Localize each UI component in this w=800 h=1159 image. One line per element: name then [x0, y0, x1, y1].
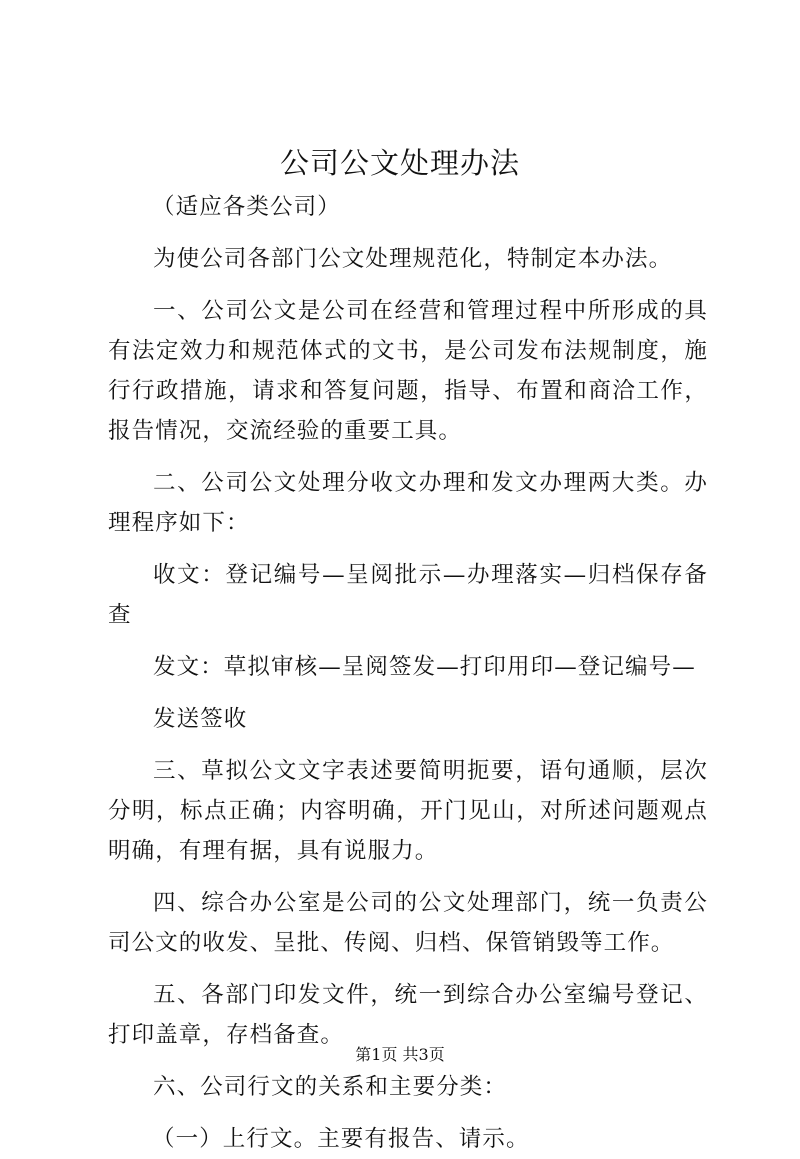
paragraph-section-5: 五、各部门印发文件，统一到综合办公室编号登记、打印盖章，存档备查。	[108, 982, 708, 1048]
paragraph-section-3: 三、草拟公文文字表述要简明扼要，语句通顺，层次分明，标点正确；内容明确，开门见山，对所述问题观点明确，有理有据，具有说服力。	[108, 758, 708, 864]
paragraph-send-flow: 发文：草拟审核—呈阅签发—打印用印—登记编号—	[153, 654, 696, 680]
paragraph-intro: 为使公司各部门公文处理规范化，特制定本办法。	[153, 246, 673, 272]
paragraph-receive-flow: 收文：登记编号—呈阅批示—办理落实—归档保存备查	[108, 562, 708, 628]
paragraph-section-6: 六、公司行文的关系和主要分类：	[153, 1074, 508, 1100]
document-body	[108, 187, 708, 1159]
paragraph-section-4: 四、综合办公室是公司的公文处理部门，统一负责公司公文的收发、呈批、传阅、归档、保管销毁等工作。	[108, 890, 708, 956]
paragraph-section-1: 一、公司公文是公司在经营和管理过程中所形成的具有法定效力和规范体式的文书，是公司发布法规制度，施行行政措施，请求和答复问题，指导、布置和商洽工作，报告情况，交流经验的重要工具。	[108, 298, 708, 444]
page-number-footer: 第1页 共3页	[355, 1045, 445, 1064]
document-title: 公司公文处理办法	[279, 146, 520, 180]
subtitle: （适应各类公司）	[152, 194, 341, 220]
paragraph-section-2: 二、公司公文处理分收文办理和发文办理两大类。办理程序如下：	[108, 470, 708, 536]
paragraph-subsection-1: （一）上行文。主要有报告、请示。	[152, 1126, 530, 1152]
paragraph-send-flow-end: 发送签收	[153, 706, 248, 732]
